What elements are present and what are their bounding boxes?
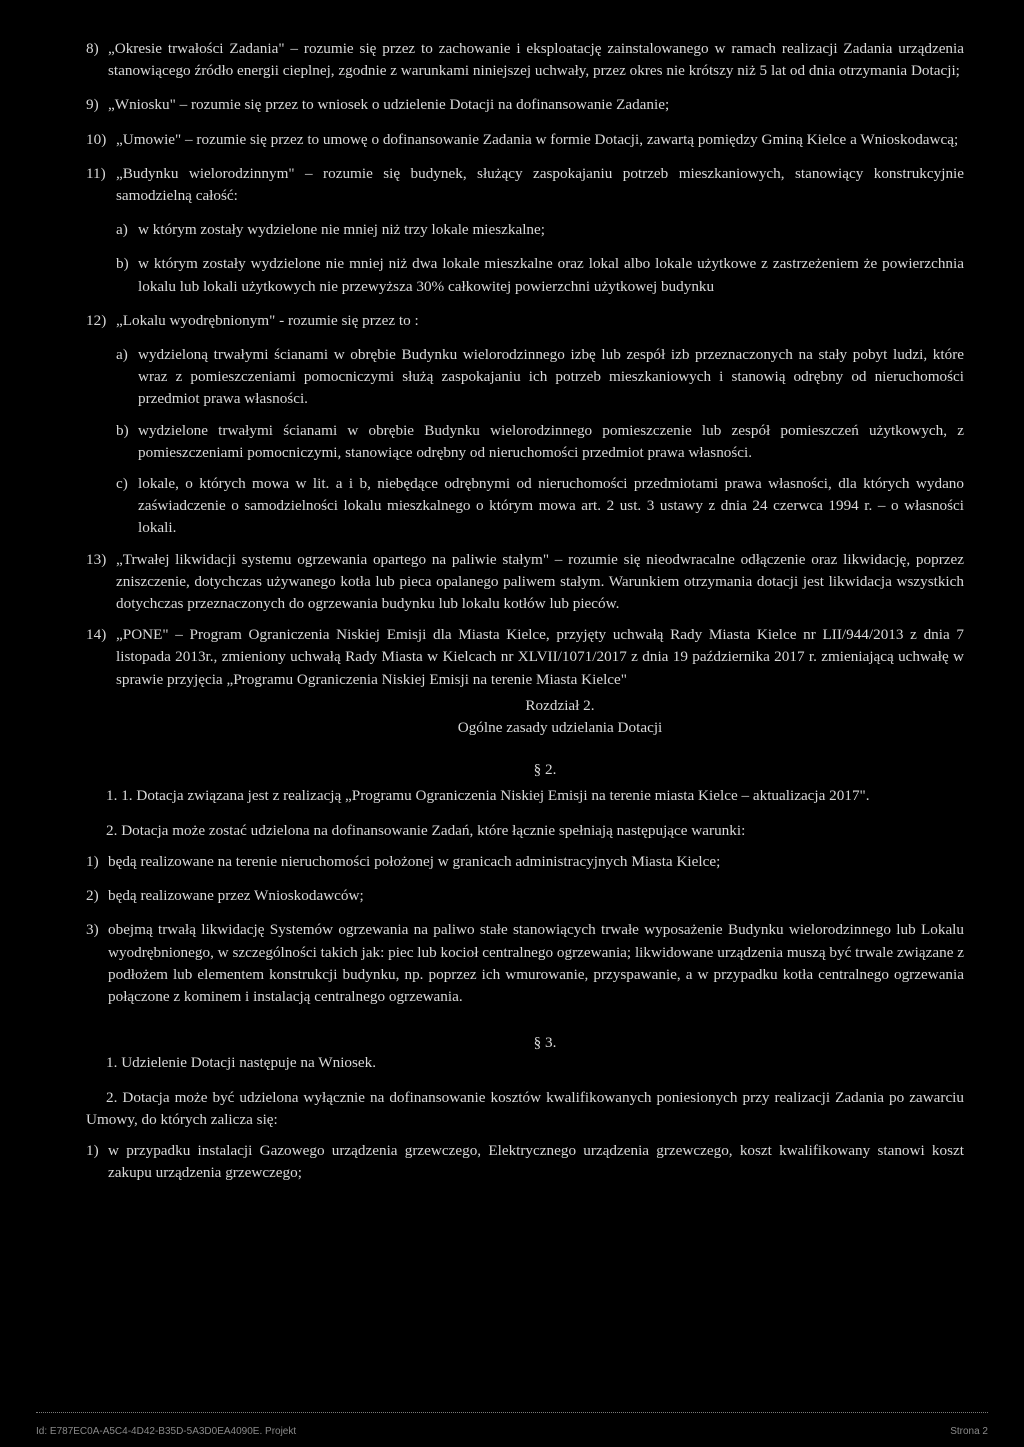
definition-12-b <box>86 420 964 464</box>
definition-text: „Wniosku" – rozumie się przez to wniosek o udzielenie Dotacji na dofinansowanie Zadanie; <box>108 96 670 114</box>
definition-8 <box>86 38 964 82</box>
definition-number: 11) <box>86 164 106 182</box>
definition-10 <box>86 129 964 151</box>
condition-text: będą realizowane przez Wnioskodawców; <box>108 887 364 905</box>
section-3-point-1: 1. Udzielenie Dotacji następuje na Wniosek. <box>106 1054 377 1072</box>
sub-point-letter: a) <box>116 221 128 239</box>
definition-number: 10) <box>86 130 107 148</box>
condition-1 <box>86 851 964 873</box>
definition-12-a <box>86 344 964 411</box>
definition-number: 9) <box>86 96 99 114</box>
condition-text: obejmą trwałą likwidację Systemów ogrzewania na paliwo stałe stanowiących trwałe wyposażenie Budynku wielorodzinnego lub Lokalu wyodrębnionego, w szczególności takich jak: piec lub kocioł centralnego ogrzewania; likwidowane urządzenia muszą być trwale związane z podłożem lub elementem konstrukcji budynku, np. poprzez ich wmurowanie, przyspawanie, a w przypadku kotła centralnego ogrzewania połączone z kominem i instalacją centralnego ogrzewania. <box>108 921 964 1005</box>
definition-number: 13) <box>86 550 107 568</box>
paragraph-2-mark: § 2. <box>533 761 557 779</box>
definition-text: „Lokalu wyodrębnionym" - rozumie się przez to : <box>116 311 419 329</box>
page-number: Strona 2 <box>950 1426 988 1437</box>
page-footer <box>36 1412 988 1443</box>
definition-text: „Budynku wielorodzinnym" – rozumie się budynek, służący zaspokajaniu potrzeb mieszkaniowych, stanowiący konstrukcyjnie samodzielną całość: <box>116 164 964 205</box>
paragraph-3-mark: § 3. <box>533 1034 557 1052</box>
condition-number: 3) <box>86 921 99 939</box>
document-id: Id: E787EC0A-A5C4-4D42-B35D-5A3D0EA4090E. Projekt <box>36 1426 297 1437</box>
definition-14 <box>86 624 964 691</box>
cost-item-1 <box>86 1140 964 1184</box>
chapter-title: Ogólne zasady udzielania Dotacji <box>457 719 663 737</box>
definition-number: 12) <box>86 311 107 329</box>
chapter-label: Rozdział 2. <box>525 696 595 714</box>
sub-point-letter: c) <box>116 475 128 493</box>
definition-9 <box>86 94 964 116</box>
definition-text: „Umowie" – rozumie się przez to umowę o dofinansowanie Zadania w formie Dotacji, zawartą pomiędzy Gminą Kielce a Wnioskodawcą; <box>116 130 959 148</box>
sub-point-letter: b) <box>116 255 129 273</box>
definition-number: 14) <box>86 626 107 644</box>
sub-point-text: wydzielone trwałymi ścianami w obrębie Budynku wielorodzinnego pomieszczenie lub zespół pomieszczeń użytkowych, z pomieszczeniami pomocniczymi, stanowiące odrębny od nieruchomości przedmiot prawa własności. <box>138 421 964 461</box>
sub-point-text: lokale, o których mowa w lit. a i b, niebędące odrębnymi od nieruchomości przedmiotami prawa własności, dla których wydano zaświadczenie o samodzielności lokalu mieszkalnego o którym mowa art. 2 ust. 3 ustawy z dnia 24 czerwca 1994 r. – o własności lokali. <box>138 475 964 537</box>
section-3-point-2: 2. Dotacja może być udzielona wyłącznie na dofinansowanie kosztów kwalifikowanych poniesionych przy realizacji Zadania po zawarciu Umowy, do których zalicza się: <box>86 1088 964 1128</box>
condition-number: 2) <box>86 887 99 905</box>
definition-text: „PONE" – Program Ograniczenia Niskiej Emisji dla Miasta Kielce, przyjęty uchwałą Rady Miasta Kielce nr LII/944/2013 z dnia 7 listopada 2013r., zmieniony uchwałą Rady Miasta w Kielcach nr XLVII/1071/2017 z dnia 19 października 2017 r. zmieniającą uchwałę w sprawie przyjęcia „Programu Ograniczenia Niskiej Emisji na terenie Miasta Kielce" <box>116 626 964 688</box>
definition-12 <box>86 310 964 332</box>
definition-13 <box>86 549 964 616</box>
section-2-point-1: 1. 1. Dotacja związana jest z realizacją „Programu Ograniczenia Niskiej Emisji na terenie miasta Kielce – aktualizacja 2017". <box>106 787 870 805</box>
definition-text: „Trwałej likwidacji systemu ogrzewania opartego na paliwie stałym" – rozumie się nieodwracalne odłączenie oraz likwidację, poprzez zniszczenie, dotychczas używanego kotła lub pieca opalanego paliwem stałym. Warunkiem otrzymania dotacji jest likwidacja wszystkich dotychczas przeznaczonych do ogrzewania budynku lub lokalu kotłów lub pieców. <box>116 550 964 613</box>
condition-number: 1) <box>86 852 99 870</box>
definition-12-c <box>86 473 964 540</box>
condition-text: będą realizowane na terenie nieruchomości położonej w granicach administracyjnych Miasta Kielce; <box>108 852 721 870</box>
condition-3 <box>86 919 964 1008</box>
definition-text: „Okresie trwałości Zadania" – rozumie się przez to zachowanie i eksploatację zainstalowanego w ramach realizacji Zadania urządzenia stanowiącego źródło energii cieplnej, zgodnie z warunkami niniejszej uchwały, przez okres nie krótszy niż 5 lat od dnia otrzymania Dotacji; <box>108 40 964 80</box>
sub-point-text: wydzieloną trwałymi ścianami w obrębie Budynku wielorodzinnego izbę lub zespół izb przeznaczonych na stały pobyt ludzi, które wraz z pomieszczeniami pomocniczymi służą zaspokajaniu ich potrzeb mieszkaniowych i stanowią odrębny od nieruchomości przedmiot prawa własności. <box>138 346 964 408</box>
cost-item-number: 1) <box>86 1141 99 1159</box>
sub-point-text: w którym zostały wydzielone nie mniej niż dwa lokale mieszkalne oraz lokal albo lokale użytkowe z zastrzeżeniem że powierzchnia lokalu lub lokali użytkowych nie przewyższa 30% całkowitej powierzchni użytkowej budynku <box>138 255 964 295</box>
definition-11 <box>86 163 964 207</box>
definition-11-a <box>86 219 964 241</box>
sub-point-text: w którym zostały wydzielone nie mniej niż trzy lokale mieszkalne; <box>138 221 545 239</box>
sub-point-letter: b) <box>116 421 129 439</box>
section-2-point-2: 2. Dotacja może zostać udzielona na dofinansowanie Zadań, które łącznie spełniają następujące warunki: <box>106 821 746 839</box>
definition-number: 8) <box>86 40 99 57</box>
definition-11-b <box>86 253 964 297</box>
condition-2 <box>86 885 964 907</box>
cost-item-text: w przypadku instalacji Gazowego urządzenia grzewczego, Elektrycznego urządzenia grzewczego, koszt kwalifikowany stanowi koszt zakupu urządzenia grzewczego; <box>108 1141 964 1182</box>
sub-point-letter: a) <box>116 346 128 364</box>
